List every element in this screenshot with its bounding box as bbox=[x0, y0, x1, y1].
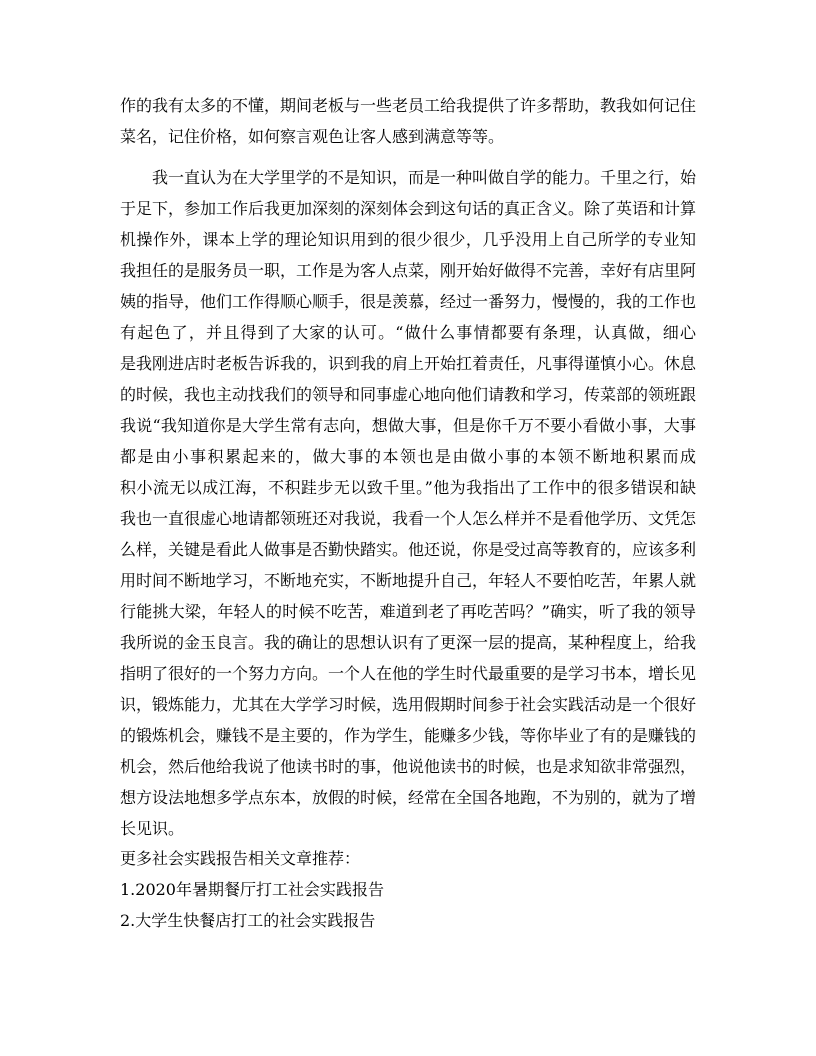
text-line: 我担任的是服务员一职，工作是为客人点菜，刚开始好做得不完善，幸好有店里阿 bbox=[120, 261, 696, 280]
text-line: 想方设法地想多学点东本，放假的时候，经常在全国各地跑，不为别的，就为了增 bbox=[120, 788, 696, 807]
text-line: 我一直认为在大学里学的不是知识，而是一种叫做自学的能力。千里之行，始 bbox=[152, 168, 696, 187]
text-line: 于足下，参加工作后我更加深刻的深刻体会到这句话的真正含义。除了英语和计算 bbox=[120, 199, 696, 218]
related-article-link[interactable]: 2.大学生快餐店打工的社会实践报告 bbox=[120, 911, 376, 930]
text-line: 指明了很好的一个努力方向。一个人在他的学生时代最重要的是学习书本，增长见 bbox=[120, 664, 696, 683]
text-line: 是我刚进店时老板告诉我的，识到我的肩上开始扛着责任，凡事得谨慎小心。休息 bbox=[120, 354, 696, 373]
text-line: 菜名，记住价格，如何察言观色让客人感到满意等等。 bbox=[120, 127, 505, 146]
related-articles-heading: 更多社会实践报告相关文章推荐： bbox=[120, 849, 361, 868]
text-line: 积小流无以成江海，不积跬步无以致千里。”他为我指出了工作中的很多错误和缺 bbox=[120, 478, 696, 497]
text-line: 作的我有太多的不懂，期间老板与一些老员工给我提供了许多帮助，教我如何记住 bbox=[120, 96, 696, 115]
text-line: 机操作外，课本上学的理论知识用到的很少很少，几乎没用上自己所学的专业知 bbox=[120, 230, 696, 249]
text-line: 我所说的金玉良言。我的确让的思想认识有了更深一层的提高，某种程度上，给我 bbox=[120, 633, 696, 652]
text-line: 机会，然后他给我说了他读书时的事，他说他读书的时候，也是求知欲非常强烈， bbox=[120, 757, 696, 776]
related-article-link[interactable]: 1.2020年暑期餐厅打工社会实践报告 bbox=[120, 880, 384, 899]
text-line: 识，锻炼能力，尤其在大学学习时候，选用假期时间参于社会实践活动是一个很好 bbox=[120, 695, 696, 714]
paragraph-continued bbox=[120, 90, 696, 152]
text-line: 姨的指导，他们工作得顺心顺手，很是羡慕，经过一番努力，慢慢的，我的工作也 bbox=[120, 292, 696, 311]
document-body bbox=[120, 90, 696, 936]
related-articles bbox=[120, 843, 696, 936]
text-line: 用时间不断地学习，不断地充实，不断地提升自己，年轻人不要怕吃苦，年累人就 bbox=[120, 571, 696, 590]
text-line: 么样，关键是看此人做事是否勤快踏实。他还说，你是受过高等教育的，应该多利 bbox=[120, 540, 696, 559]
text-line: 的时候，我也主动找我们的领导和同事虚心地向他们请教和学习，传菜部的领班跟 bbox=[120, 385, 696, 404]
paragraph-reflection bbox=[120, 162, 696, 844]
text-line: 我也一直很虚心地请都领班还对我说，我看一个人怎么样并不是看他学历、文凭怎 bbox=[120, 509, 696, 528]
text-line: 行能挑大梁，年轻人的时候不吃苦，难道到老了再吃苦吗？”确实，听了我的领导 bbox=[120, 602, 696, 621]
text-line: 的锻炼机会，赚钱不是主要的，作为学生，能赚多少钱，等你毕业了有的是赚钱的 bbox=[120, 726, 696, 745]
text-line: 有起色了，并且得到了大家的认可。“做什么事情都要有条理，认真做，细心 bbox=[120, 323, 696, 342]
text-line: 我说“我知道你是大学生常有志向，想做大事，但是你千万不要小看做小事，大事 bbox=[120, 416, 696, 435]
text-line: 都是由小事积累起来的，做大事的本领也是由做小事的本领不断地积累而成 bbox=[120, 447, 696, 466]
text-line: 长见识。 bbox=[120, 819, 185, 838]
